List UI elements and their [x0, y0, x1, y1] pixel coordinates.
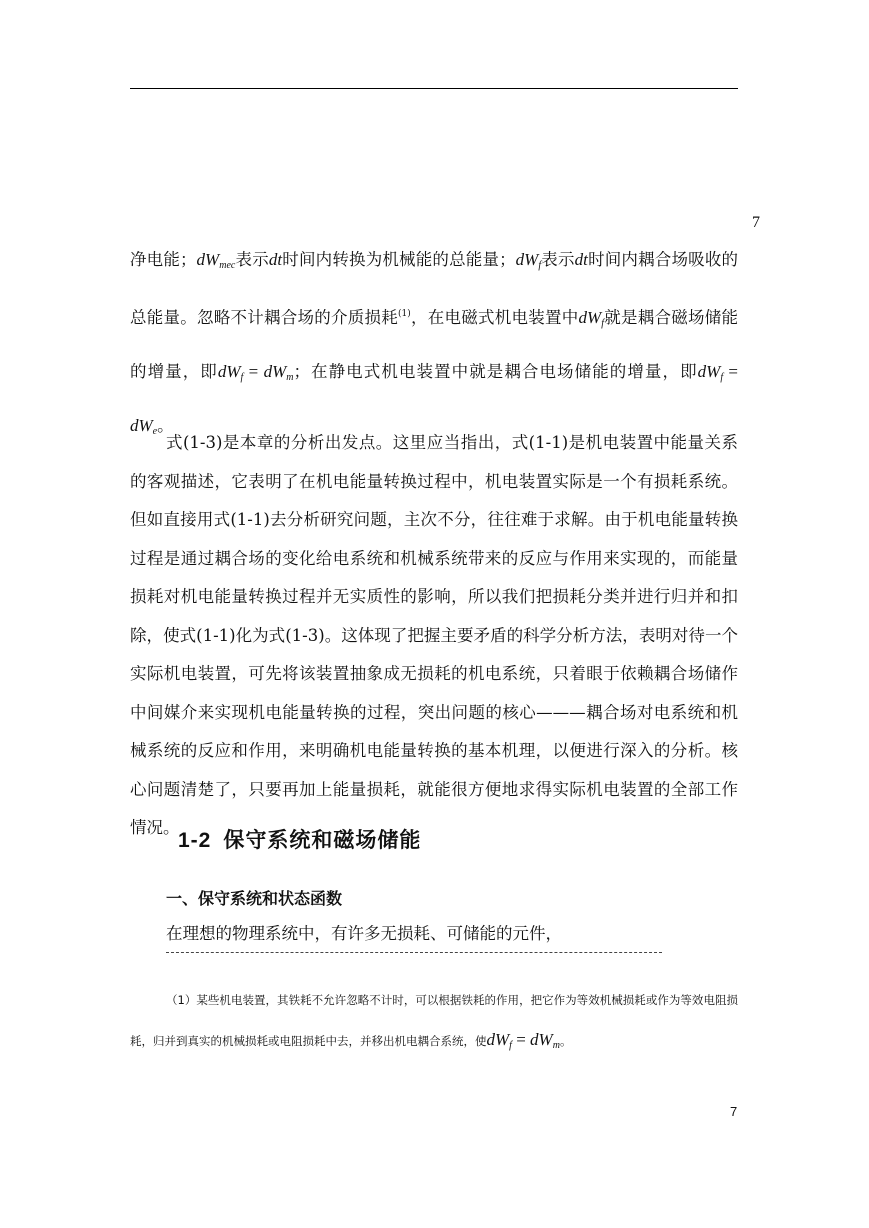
math-dWf-equals-dWm: $dW_f = dW_m$ [486, 1030, 560, 1051]
section-title-text: 保守系统和磁场储能 [223, 828, 422, 852]
paragraph-energy-definitions: 净电能；$dW_{mec}$表示dt时间内转换为机械能的总能量；$dW_f$表示dt时间内耦合场吸收的总能量。忽略不计耦合场的介质损耗$^{(1)}$，在电磁式机电装置中$dW_f$就是耦合磁场储能的增量，即$dW_f = dW_m$；在静电式机电装置中就是耦合电场储能的增量，即$dW_f = dW_e$。 [130, 250, 739, 437]
side-page-number: 7 [752, 214, 760, 231]
math-dt: dt [574, 250, 588, 269]
section-title [178, 824, 421, 854]
math-dWf: $dW_f$ [515, 250, 542, 271]
math-dWf-equals-dWe: $dW_f = dW_e$ [130, 362, 739, 437]
footnote-1: （1）某些机电装置，其铁耗不允许忽略不计时，可以根据铁耗的作用，把它作为等效机械损耗或作为等效电阻损耗，归并到真实的机械损耗或电阻损耗中去，并移出机电耦合系统，使$dW_f = dW_m$。 [130, 993, 738, 1051]
footnote-divider [166, 952, 662, 953]
header-rule [130, 88, 738, 89]
math-dWmec: $dW_{mec}$ [196, 250, 236, 271]
subsection-title: 一、保守系统和状态函数 [166, 889, 343, 908]
footer-page-number: 7 [730, 1104, 738, 1119]
footnote-reference[interactable]: (1) [398, 309, 411, 319]
section-number: 1-2 [178, 829, 212, 852]
paragraph-analysis-basis: 式(1-3)是本章的分析出发点。这里应当指出，式(1-1)是机电装置中能量关系的客观描述，它表明了在机电能量转换过程中，机电装置实际是一个有损耗系统。但如直接用式(1-1)去分析研究问题，主次不分，往往难于求解。由于机电能量转换过程是通过耦合场的变化给电系统和机械系统带来的反应与作用来实现的，而能量损耗对机电能量转换过程并无实质性的影响，所以我们把损耗分类并进行归并和扣除，使式(1-1)化为式(1-3)。这体现了把握主要矛盾的科学分析方法，表明对待一个实际机电装置，可先将该装置抽象成无损耗的机电系统，只着眼于依赖耦合场储作中间媒介来实现机电能量转换的过程，突出问题的核心———耦合场对电系统和机械系统的反应和作用，来明确机电能量转换的基本机理，以便进行深入的分析。核心问题清楚了，只要再加上能量损耗，就能很方便地求得实际机电装置的全部工作情况。 [130, 433, 738, 837]
paragraph-conservative-systems: 在理想的物理系统中，有许多无损耗、可储能的元件， [166, 924, 562, 943]
math-dWf: $dW_f$ [578, 308, 604, 329]
math-dt: dt [268, 250, 283, 269]
math-dWf-equals-dWm: $dW_f = dW_m$ [217, 362, 294, 383]
